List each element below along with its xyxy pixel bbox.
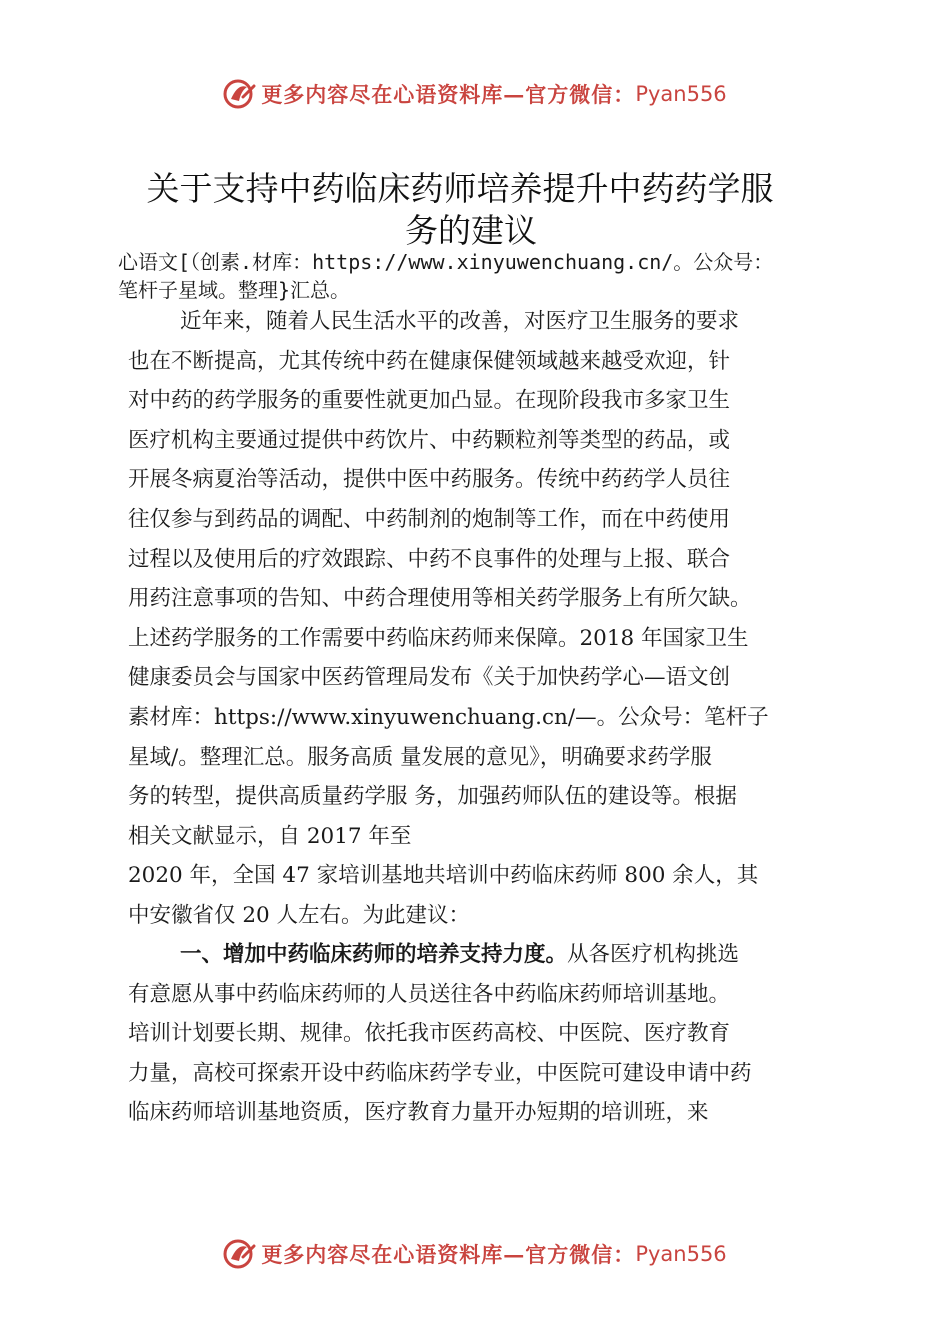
text-line: 对中药的药学服务的重要性就更加凸显。在现阶段我市多家卫生 [128, 388, 731, 414]
text-line: 往仅参与到药品的调配、中药制剂的炮制等工作，而在中药使用 [128, 506, 731, 532]
text-line: 素材库：https://www.xinyuwenchuang.cn/—。公众号：笔杆子 [128, 704, 769, 730]
text-line: 有意愿从事中药临床药师的人员送往各中药临床药师培训基地。 [128, 981, 731, 1007]
credit-line-2: 笔杆子星域。整理}汇总。 [118, 278, 351, 302]
title-line-2: 务的建议 [405, 211, 537, 250]
title-line-1: 关于支持中药临床药师培养提升中药药学服 [146, 169, 774, 208]
text-line: 也在不断提高，尤其传统中药在健康保健领域越来越受欢迎，针 [128, 348, 731, 374]
text-line: 2020 年，全国 47 家培训基地共培训中药临床药师 800 余人，其 [128, 863, 759, 889]
text-line: 相关文献显示，自 2017 年至 [128, 823, 412, 849]
text-line: 中安徽省仅 20 人左右。为此建议： [128, 902, 471, 928]
credit-line-1: 心语文[（创素.材库：https://www.xinyuwenchuang.cn/。公众号： [118, 250, 774, 274]
text-line: 务的转型，提供高质量药学服 务，加强药师队伍的建设等。根据 [128, 784, 737, 810]
text-line: 过程以及使用后的疗效跟踪、中药不良事件的处理与上报、联合 [128, 546, 731, 572]
text-line: 用药注意事项的告知、中药合理使用等相关药学服务上有所欠缺。 [128, 586, 752, 612]
header-banner [0, 72, 950, 116]
source-credit [118, 248, 888, 304]
banner-text: 更多内容尽在心语资料库—官方微信： [261, 82, 636, 107]
text-line: 医疗机构主要通过提供中药饮片、中药颗粒剂等类型的药品，或 [128, 427, 731, 453]
text-line: 培训计划要长期、规律。依托我市医药高校、中医院、医疗教育 [128, 1021, 731, 1047]
text-line: 星域/。整理汇总。服务高质 量发展的意见》，明确要求药学服 [128, 744, 712, 770]
text-line: 上述药学服务的工作需要中药临床药师来保障。2018 年国家卫生 [128, 625, 749, 651]
text-line: 健康委员会与国家中医药管理局发布《关于加快药学心—语文创 [128, 665, 731, 691]
banner-text: 更多内容尽在心语资料库—官方微信： [261, 1242, 636, 1267]
document-title [110, 168, 810, 252]
brand-logo-icon [223, 77, 257, 111]
text-line: 力量，高校可探索开设中药临床药学专业，中医院可建设申请中药 [128, 1060, 752, 1086]
footer-banner [0, 1232, 950, 1276]
text-line [128, 935, 868, 975]
brand-logo-icon [223, 1237, 257, 1271]
recommendation-heading: 一、增加中药临床药师的培养支持力度。 [180, 942, 568, 967]
banner-wechat-id: Pyan556 [635, 82, 727, 106]
text-fragment: 从各医疗机构挑选 [567, 942, 740, 967]
banner-wechat-id: Pyan556 [635, 1242, 727, 1266]
text-line: 开展冬病夏治等活动，提供中医中药服务。传统中药药学人员往 [128, 467, 731, 493]
text-line: 近年来，随着人民生活水平的改善，对医疗卫生服务的要求 [180, 309, 740, 334]
body-paragraph-2 [128, 935, 868, 1133]
body-paragraph-1 [128, 302, 868, 936]
text-line: 临床药师培训基地资质，医疗教育力量开办短期的培训班，来 [128, 1100, 709, 1126]
